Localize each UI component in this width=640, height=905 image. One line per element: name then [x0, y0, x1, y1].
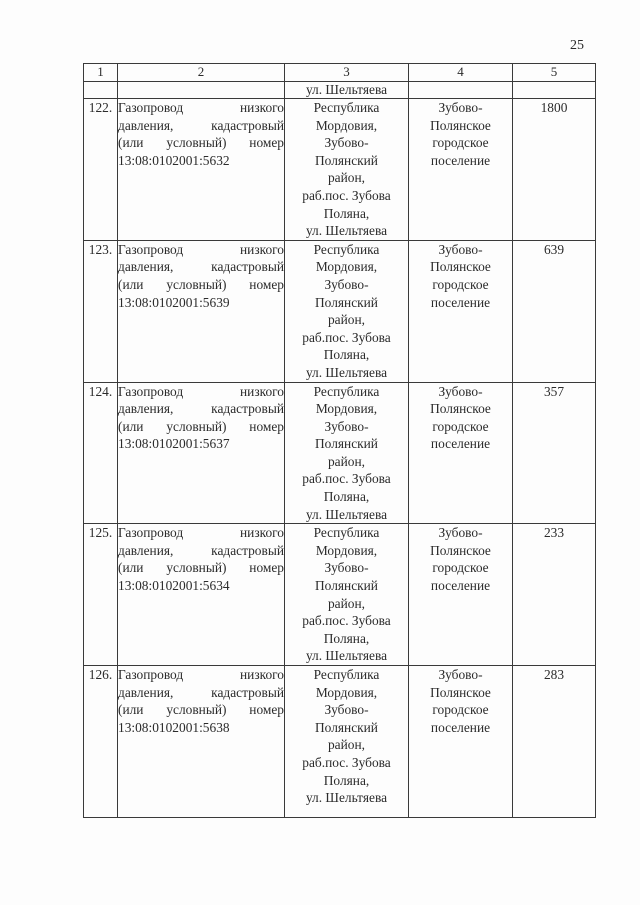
address-line: ул. Шельтяева	[305, 364, 388, 380]
row-number-cell: 122.	[84, 99, 118, 241]
description-line: давления, кадастровый	[118, 684, 284, 700]
address-line: район,	[327, 312, 365, 328]
municipality-line: Зубово-	[438, 525, 483, 541]
address-cell	[285, 382, 409, 524]
address-line: Зубово-	[324, 276, 369, 292]
address-line: Полянский	[315, 294, 378, 310]
municipality-line: Полянское	[430, 259, 491, 275]
municipality-line: Полянское	[430, 684, 491, 700]
table-row	[84, 524, 596, 666]
municipality-cell	[409, 382, 513, 524]
table-cell	[118, 82, 285, 99]
address-line: Поляна,	[323, 347, 370, 363]
address-cell	[285, 99, 409, 241]
municipality-line: Зубово-	[438, 241, 483, 257]
table-row	[84, 240, 596, 382]
row-number-cell: 126.	[84, 666, 118, 818]
page-number: 25	[570, 38, 584, 53]
description-line: давления, кадастровый	[118, 542, 284, 558]
object-description-cell	[118, 240, 285, 382]
row-number-cell: 123.	[84, 240, 118, 382]
address-line: Мордовия,	[315, 259, 378, 275]
object-description-cell	[118, 666, 285, 818]
municipality-line: Полянское	[430, 401, 491, 417]
description-line: 13:08:0102001:5637	[118, 436, 230, 452]
address-line: район,	[327, 453, 365, 469]
description-line: (или условный) номер	[118, 135, 284, 151]
address-cell	[285, 524, 409, 666]
municipality-line: городское	[432, 702, 489, 718]
municipality-cell	[409, 240, 513, 382]
address-line: Зубово-	[324, 560, 369, 576]
municipality-line: поселение	[430, 436, 491, 452]
address-line: ул. Шельтяева	[305, 648, 388, 664]
length-cell: 233	[513, 524, 596, 666]
description-line: давления, кадастровый	[118, 401, 284, 417]
column-number-header-row	[84, 64, 596, 82]
description-line: 13:08:0102001:5638	[118, 719, 230, 735]
column-header: 3	[285, 64, 409, 82]
address-line: ул. Шельтяева	[305, 790, 388, 806]
address-line: Полянский	[315, 436, 378, 452]
municipality-cell	[409, 666, 513, 818]
row-number-cell: 125.	[84, 524, 118, 666]
address-cell	[285, 666, 409, 818]
address-line: Поляна,	[323, 489, 370, 505]
description-line: давления, кадастровый	[118, 259, 284, 275]
address-line: ул. Шельтяева	[305, 223, 388, 239]
address-line: район,	[327, 737, 365, 753]
description-line: Газопровод низкого	[118, 100, 284, 115]
municipality-cell	[409, 524, 513, 666]
address-line: Республика	[313, 667, 380, 682]
address-line: раб.пос. Зубова	[302, 754, 391, 770]
table-row	[84, 99, 596, 241]
description-line: Газопровод низкого	[118, 241, 284, 257]
table-cell	[84, 82, 118, 99]
address-continuation-cell: ул. Шельтяева	[285, 82, 409, 99]
description-line: давления, кадастровый	[118, 117, 284, 133]
address-line: ул. Шельтяева	[305, 506, 388, 522]
municipality-line: Зубово-	[438, 667, 483, 682]
continuation-row	[84, 82, 596, 99]
object-description-cell	[118, 524, 285, 666]
length-cell: 1800	[513, 99, 596, 241]
table-cell	[409, 82, 513, 99]
table-row	[84, 666, 596, 818]
description-line: (или условный) номер	[118, 276, 284, 292]
address-line: район,	[327, 170, 365, 186]
municipality-line: городское	[432, 135, 489, 151]
address-line: Поляна,	[323, 205, 370, 221]
address-line: Мордовия,	[315, 542, 378, 558]
description-line: (или условный) номер	[118, 702, 284, 718]
municipality-line: городское	[432, 560, 489, 576]
length-cell: 639	[513, 240, 596, 382]
description-line: (или условный) номер	[118, 560, 284, 576]
municipality-cell	[409, 99, 513, 241]
address-line: Мордовия,	[315, 117, 378, 133]
length-cell: 283	[513, 666, 596, 818]
description-line: 13:08:0102001:5632	[118, 152, 230, 168]
column-header: 1	[84, 64, 118, 82]
address-line: раб.пос. Зубова	[302, 613, 391, 629]
address-line: Зубово-	[324, 702, 369, 718]
column-header: 2	[118, 64, 285, 82]
address-line: Республика	[313, 383, 380, 399]
municipality-line: Полянское	[430, 117, 491, 133]
address-line: Поляна,	[323, 630, 370, 646]
description-line: 13:08:0102001:5634	[118, 578, 230, 594]
municipality-line: поселение	[430, 578, 491, 594]
column-header: 5	[513, 64, 596, 82]
address-line: Республика	[313, 241, 380, 257]
municipality-line: Полянское	[430, 542, 491, 558]
address-line: Республика	[313, 100, 380, 115]
address-line: раб.пос. Зубова	[302, 471, 391, 487]
gas-pipeline-registry-table	[83, 63, 596, 818]
municipality-line: поселение	[430, 152, 491, 168]
address-line: Поляна,	[323, 772, 370, 788]
address-line: Полянский	[315, 719, 378, 735]
object-description-cell	[118, 99, 285, 241]
description-line: (или условный) номер	[118, 418, 284, 434]
address-line: район,	[327, 595, 365, 611]
description-line: Газопровод низкого	[118, 667, 284, 682]
municipality-line: поселение	[430, 294, 491, 310]
length-cell: 357	[513, 382, 596, 524]
address-line: Мордовия,	[315, 684, 378, 700]
address-line: раб.пос. Зубова	[302, 329, 391, 345]
table-row	[84, 382, 596, 524]
description-line: Газопровод низкого	[118, 383, 284, 399]
municipality-line: городское	[432, 276, 489, 292]
description-line: Газопровод низкого	[118, 525, 284, 541]
municipality-line: городское	[432, 418, 489, 434]
column-header: 4	[409, 64, 513, 82]
address-line: Полянский	[315, 578, 378, 594]
object-description-cell	[118, 382, 285, 524]
address-line: Республика	[313, 525, 380, 541]
address-line: Зубово-	[324, 418, 369, 434]
address-line: Полянский	[315, 152, 378, 168]
municipality-line: Зубово-	[438, 383, 483, 399]
address-line: Мордовия,	[315, 401, 378, 417]
municipality-line: поселение	[430, 719, 491, 735]
address-cell	[285, 240, 409, 382]
description-line: 13:08:0102001:5639	[118, 294, 230, 310]
address-line: раб.пос. Зубова	[302, 187, 391, 203]
address-line: Зубово-	[324, 135, 369, 151]
municipality-line: Зубово-	[438, 100, 483, 115]
table-cell	[513, 82, 596, 99]
row-number-cell: 124.	[84, 382, 118, 524]
